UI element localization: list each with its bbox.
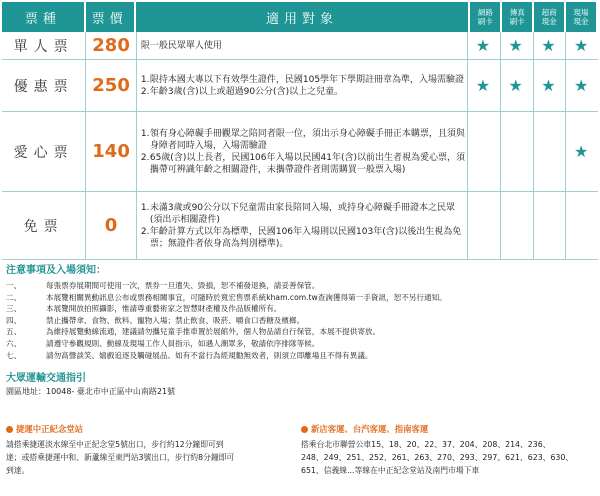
note-item [6, 338, 596, 350]
star-icon: ★ [541, 36, 556, 55]
note-number: 七、 [6, 350, 22, 360]
bus-title-text: 新店客運、台汽客運、指南客運 [311, 424, 429, 434]
transport-columns [6, 423, 596, 477]
scope-line-number: 1. [140, 202, 150, 213]
availability-cell [467, 32, 498, 59]
header-onsite-cash-b: 現金 [573, 17, 589, 26]
header-store-cash [534, 2, 564, 32]
scope-line-text: 領有身心障礙手冊觀眾之陪同者限一位，須出示身心障礙手冊正本購票，且須與身障者同時入場，入場需驗證 [149, 128, 465, 151]
scope-line [141, 40, 467, 52]
direction-line: 651、信義線...等線在中正紀念堂站及南門市場下車 [301, 466, 480, 475]
availability-cell [533, 192, 564, 259]
scope-line-number: 2. [140, 226, 150, 237]
ticket-type: 愛心票 [13, 144, 74, 161]
note-text: 每張票券展期間可使用一次，票券一旦遺失、毀損，恕不補發退換，請妥善保管。 [46, 281, 320, 290]
availability-cell [500, 60, 531, 111]
scope-line [141, 152, 467, 176]
header-online-card [470, 2, 500, 32]
direction-line: 達；或搭乘捷運中和、新蘆線至東門站3號出口，步行約8分鐘即可 [6, 453, 235, 462]
header-scope: 適用對象 [136, 2, 469, 32]
direction-line: 到達。 [6, 466, 30, 475]
availability-cell [500, 112, 531, 191]
note-item [6, 326, 596, 338]
scope-line [141, 74, 467, 86]
note-number: 五、 [6, 327, 22, 337]
availability-cell [500, 192, 531, 259]
header-onsite-cash [566, 2, 596, 32]
mrt-title [6, 423, 291, 435]
note-text: 為維持展覽動線流通，建議請勿攜兒童手推車置於展館外，個人物品請自行保管，本展不提供寄放。 [46, 327, 381, 337]
ticket-scope [136, 192, 467, 259]
ticket-row [2, 192, 598, 260]
scope-line-text: 年齡計算方式以年為標準，民國106年入場則以民國103年(含)以後出生視為免票；無證件者依身高為判別標準)。 [149, 226, 462, 249]
scope-line [141, 202, 467, 226]
note-item [6, 292, 596, 304]
ticket-price: 140 [85, 112, 136, 191]
scope-line [141, 86, 467, 98]
note-item [6, 280, 596, 292]
note-number: 四、 [6, 315, 22, 325]
header-fax-card [502, 2, 532, 32]
availability-cell [565, 192, 596, 259]
scope-line-text: 限一般民眾單人使用 [140, 40, 222, 51]
availability-cell [467, 192, 498, 259]
direction-line: 搭乘台北市聯營公車15、18、20、22、37、204、208、214、236、 [301, 440, 551, 449]
star-icon: ★ [508, 76, 523, 95]
table-header [2, 2, 598, 32]
scope-line-text: 65歲(含)以上長者，民國106年入場以民國41年(含)以前出生者視為愛心票，須攜帶可辨識年齡之相關證件，未攜帶證件者則需購買一般票入場) [149, 152, 465, 175]
star-icon: ★ [573, 76, 589, 95]
note-number: 二、 [6, 292, 22, 302]
availability-cell [500, 32, 531, 59]
ticket-table [2, 2, 598, 260]
ticket-row [2, 60, 598, 112]
star-icon: ★ [475, 36, 491, 55]
scope-line-number: 2. [140, 152, 150, 163]
mrt-column [6, 423, 291, 477]
transport-title: 大眾運輸交通指引 [6, 373, 86, 385]
note-item [6, 315, 596, 327]
note-text: 本展覽開放拍照攝影，惟請尊重藝術家之智慧財產權及作品版權所有。 [46, 304, 282, 314]
scope-line-number: 1. [140, 74, 150, 85]
bus-title [301, 423, 586, 435]
notes-list [6, 280, 596, 361]
note-text: 本展覽相關異動訊息公布或票務相關事宜，可隨時於寬宏售票系統kham.com.tw查詢獲得第一手資訊，恕不另行通知。 [46, 292, 447, 302]
mrt-directions [6, 438, 291, 477]
header-type: 票種 [2, 2, 84, 32]
note-item [6, 350, 596, 362]
note-text: 請勿高聲談笑、嬉戲追逐及觸碰展品。如有不當行為經規勸無效者，則須立即離場且不得有異議。 [46, 350, 373, 360]
scope-line-text: 年齡3歲(含)以上或超過90公分(含)以上之兒童。 [149, 86, 344, 97]
bus-column [301, 423, 586, 477]
table-body [2, 32, 598, 260]
ticket-row [2, 112, 598, 192]
header-online-card-b: 刷卡 [477, 17, 493, 26]
star-icon: ★ [573, 142, 589, 161]
direction-line: 請搭乘捷運淡水線至中正紀念堂5號出口，步行約12分鐘即可到 [6, 440, 224, 449]
availability-cell [467, 112, 498, 191]
mrt-title-text: 捷運中正紀念堂站 [16, 424, 83, 434]
ticket-price: 280 [85, 32, 136, 59]
header-store-cash-b: 現金 [541, 17, 557, 26]
scope-line [141, 128, 467, 152]
ticket-type: 優惠票 [13, 78, 74, 95]
ticket-type: 單人票 [13, 38, 74, 55]
scope-line-text: 限持本國大專以下有效學生證件，民國105學年下學期註冊章為準，入場需驗證 [149, 74, 465, 85]
header-store-cash-a: 超商 [541, 8, 557, 17]
scope-line-number: 1. [140, 128, 150, 139]
header-fax-card-a: 傳真 [509, 8, 525, 17]
ticket-type: 免票 [23, 218, 64, 235]
direction-line: 248、249、251、252、261、263、270、293、297、621、623、630、 [301, 453, 574, 462]
star-icon: ★ [541, 76, 556, 95]
bullet-icon [301, 426, 308, 433]
ticket-price: 0 [85, 192, 136, 259]
availability-cell [565, 112, 596, 191]
notes-section [6, 261, 596, 397]
header-online-card-a: 網路 [477, 8, 493, 17]
scope-line-text: 未滿3歲或90公分以下兒童需由家長陪同入場，或持身心障礙手冊證本之民眾(須出示相關證件) [149, 202, 456, 225]
header-price: 票價 [86, 2, 134, 32]
note-number: 三、 [6, 304, 22, 314]
note-number: 一、 [6, 281, 22, 290]
star-icon: ★ [508, 36, 523, 55]
ticket-scope [136, 60, 467, 111]
availability-cell [565, 32, 596, 59]
ticket-row [2, 32, 598, 60]
notes-title: 注意事項及入場須知： [6, 265, 106, 276]
note-item [6, 303, 596, 315]
note-text: 禁止攜帶傘、食物、飲料、寵物入場；禁止飲食、吸菸、嚼食口香糖及檳榔。 [46, 315, 305, 325]
availability-cell [565, 60, 596, 111]
header-fax-card-b: 刷卡 [509, 17, 525, 26]
availability-cell [533, 60, 564, 111]
star-icon: ★ [475, 76, 491, 95]
header-onsite-cash-a: 現場 [573, 8, 589, 17]
ticket-scope [136, 112, 467, 191]
availability-cell [533, 32, 564, 59]
availability-cell [467, 60, 498, 111]
star-icon: ★ [573, 36, 589, 55]
bullet-icon [6, 426, 13, 433]
availability-cell [533, 112, 564, 191]
bus-directions [301, 438, 586, 477]
scope-line [141, 226, 467, 250]
ticket-price: 250 [85, 60, 136, 111]
note-text: 請遵守參觀規則、動線及現場工作人員指示，如遇人潮眾多，敬請依序排隊等候。 [46, 338, 320, 348]
ticket-scope [136, 32, 467, 59]
scope-line-number: 2. [140, 86, 150, 97]
note-number: 六、 [6, 338, 22, 348]
venue-address: 園區地址：10048- 臺北市中正區中山南路21號 [6, 387, 176, 397]
